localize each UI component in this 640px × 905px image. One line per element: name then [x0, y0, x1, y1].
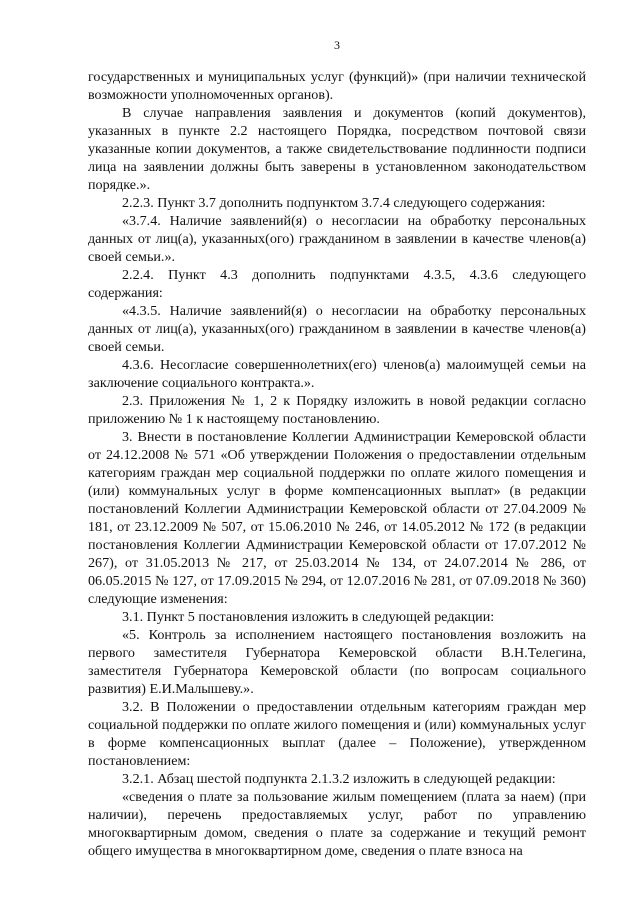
paragraph: 4.3.6. Несогласие совершеннолетних(его) членов(а) малоимущей семьи на заключение социального контракта.».	[88, 357, 586, 391]
paragraph: В случае направления заявления и документов (копий документов), указанных в пункте 2.2 настоящего Порядка, посредством почтовой связи указанные копии документов, а также свидетельствование подлинности подписи лица на заявлении должны быть заверены в установленном законодательством порядке.».	[88, 105, 586, 193]
paragraph: 3.2.1. Абзац шестой подпункта 2.1.3.2 изложить в следующей редакции:	[122, 771, 556, 787]
paragraph-continuation: государственных и муниципальных услуг (функций)» (при наличии технической возможности уполномоченных органов).	[88, 69, 586, 103]
paragraph: «сведения о плате за пользование жилым помещением (плата за наем) (при наличии), перечень предоставляемых услуг, работ по управлению многоквартирным домом, сведения о плате за содержание и текущий ремонт общего имущества в многоквартирном доме, сведения о плате взноса на	[88, 789, 586, 859]
paragraph: «4.3.5. Наличие заявлений(я) о несогласии на обработку персональных данных от лиц(а), указанных(ого) гражданином в заявлении в качестве членов(а) своей семьи.	[88, 303, 586, 355]
paragraph: 3.2. В Положении о предоставлении отдельным категориям граждан мер социальной поддержки по оплате жилого помещения и (или) коммунальных услуг в форме компенсационных выплат (далее – Положение), утвержденном постановлением:	[88, 699, 586, 769]
document-body	[88, 68, 586, 860]
paragraph: 2.2.4. Пункт 4.3 дополнить подпунктами 4.3.5, 4.3.6 следующего содержания:	[88, 267, 586, 301]
paragraph: 3.1. Пункт 5 постановления изложить в следующей редакции:	[122, 609, 495, 625]
paragraph: «3.7.4. Наличие заявлений(я) о несогласии на обработку персональных данных от лиц(а), указанных(ого) гражданином в заявлении в качестве членов(а) своей семьи.».	[88, 213, 586, 265]
paragraph: 2.2.3. Пункт 3.7 дополнить подпунктом 3.7.4 следующего содержания:	[122, 195, 546, 211]
paragraph: «5. Контроль за исполнением настоящего постановления возложить на первого заместителя Губернатора Кемеровской области В.Н.Телегина, заместителя Губернатора Кемеровской области (по вопросам социального развития) Е.И.Малышеву.».	[88, 627, 586, 697]
paragraph: 3. Внести в постановление Коллегии Администрации Кемеровской области от 24.12.2008 № 571 «Об утверждении Положения о предоставлении отдельным категориям граждан мер социальной поддержки по оплате жилого помещения и (или) коммунальных услуг в форме компенсационных выплат» (в редакции постановлений Коллегии Администрации Кемеровской области от 27.04.2009 № 181, от 23.12.2009 № 507, от 15.06.2010 № 246, от 14.05.2012 № 172 (в редакции постановления Коллегии Администрации Кемеровской области от 17.07.2012 № 267), от 31.05.2013 № 217, от 25.03.2014 № 134, от 24.07.2014 № 286, от 06.05.2015 № 127, от 17.09.2015 № 294, от 12.07.2016 № 281, от 07.09.2018 № 360) следующие изменения:	[88, 429, 586, 607]
paragraph: 2.3. Приложения № 1, 2 к Порядку изложить в новой редакции согласно приложению № 1 к настоящему постановлению.	[88, 393, 586, 427]
page-number: 3	[334, 38, 340, 52]
